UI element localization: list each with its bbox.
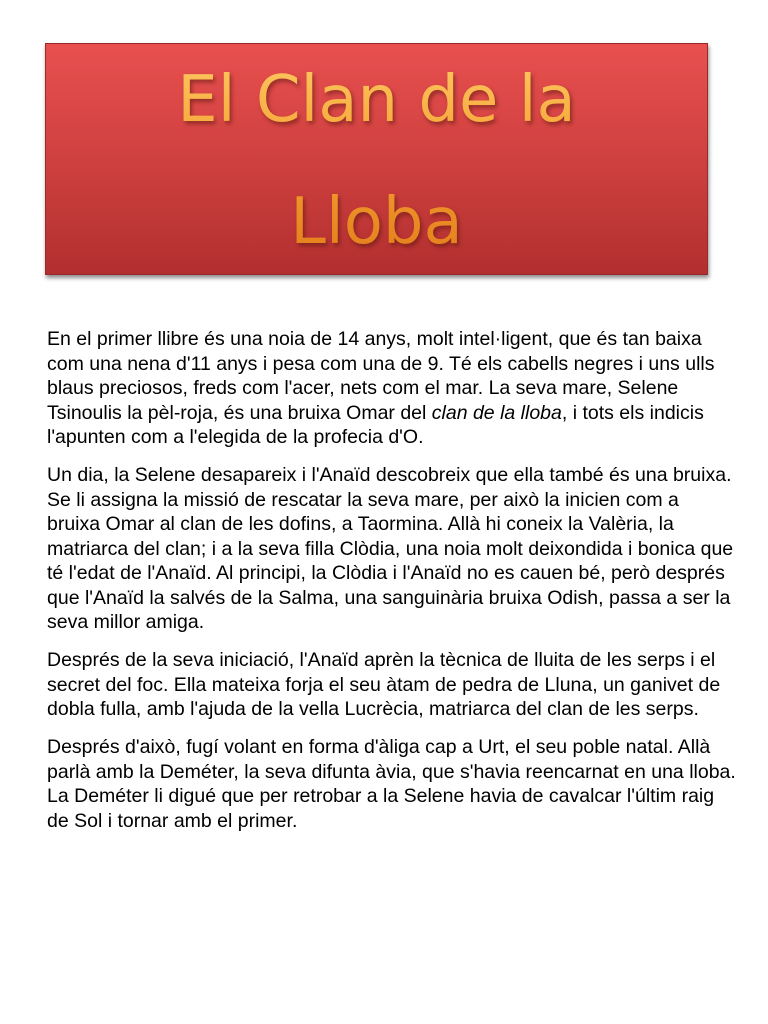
paragraph-3: Després de la seva iniciació, l'Anaïd aprèn la tècnica de lluita de les serps i el secret del foc. Ella mateixa forja el seu àtam de pedra de Lluna, un ganivet de dobla fulla, amb l'ajuda de la vella Lucrècia, matriarca del clan de les serps. [47,649,721,720]
page-title [177,39,576,283]
title-banner [45,43,708,275]
paragraph-1-italic: clan de la lloba [431,401,562,424]
paragraph-1 [47,327,737,450]
paragraph-1-text-end: , i tots els indicis l'apunten com a l'elegida de la profecia d'O. [47,401,704,448]
article-body [47,327,737,847]
paragraph-4: Després d'això, fugí volant en forma d'àliga cap a Urt, el seu poble natal. Allà parlà amb la Deméter, la seva difunta àvia, que s'havia reencarnat en una lloba. La Deméter li digué que per retrobar a la Selene havia de cavalcar l'últim raig de Sol i tornar amb el primer. [47,736,736,832]
paragraph-2: Un dia, la Selene desapareix i l'Anaïd descobreix que ella també és una bruixa. Se li assigna la missió de rescatar la seva mare, per això la inicien com a bruixa Omar al clan de les dofins, a Taormina. Allà hi coneix la Valèria, la matriarca del clan; i a la seva filla Clòdia, una noia molt deixondida i bonica que té l'edat de l'Anaïd. Al principi, la Clòdia i l'Anaïd no es cauen bé, però després que l'Anaïd la salvés de la Salma, una sanguinària bruixa Odish, passa a ser la seva millor amiga. [47,464,734,633]
paragraph-1-text: En el primer llibre és una noia de 14 anys, molt intel·ligent, que és tan baixa com una nena d'11 anys i pesa com una de 9. Té els cabells negres i uns ulls blaus preciosos, freds com l'acer, nets com el mar. La seva mare, Selene Tsinoulis la pèl-roja, és una bruixa Omar del [47,328,715,424]
title-line-1: El Clan de la [177,63,576,137]
title-line-2: Lloba [290,185,463,259]
